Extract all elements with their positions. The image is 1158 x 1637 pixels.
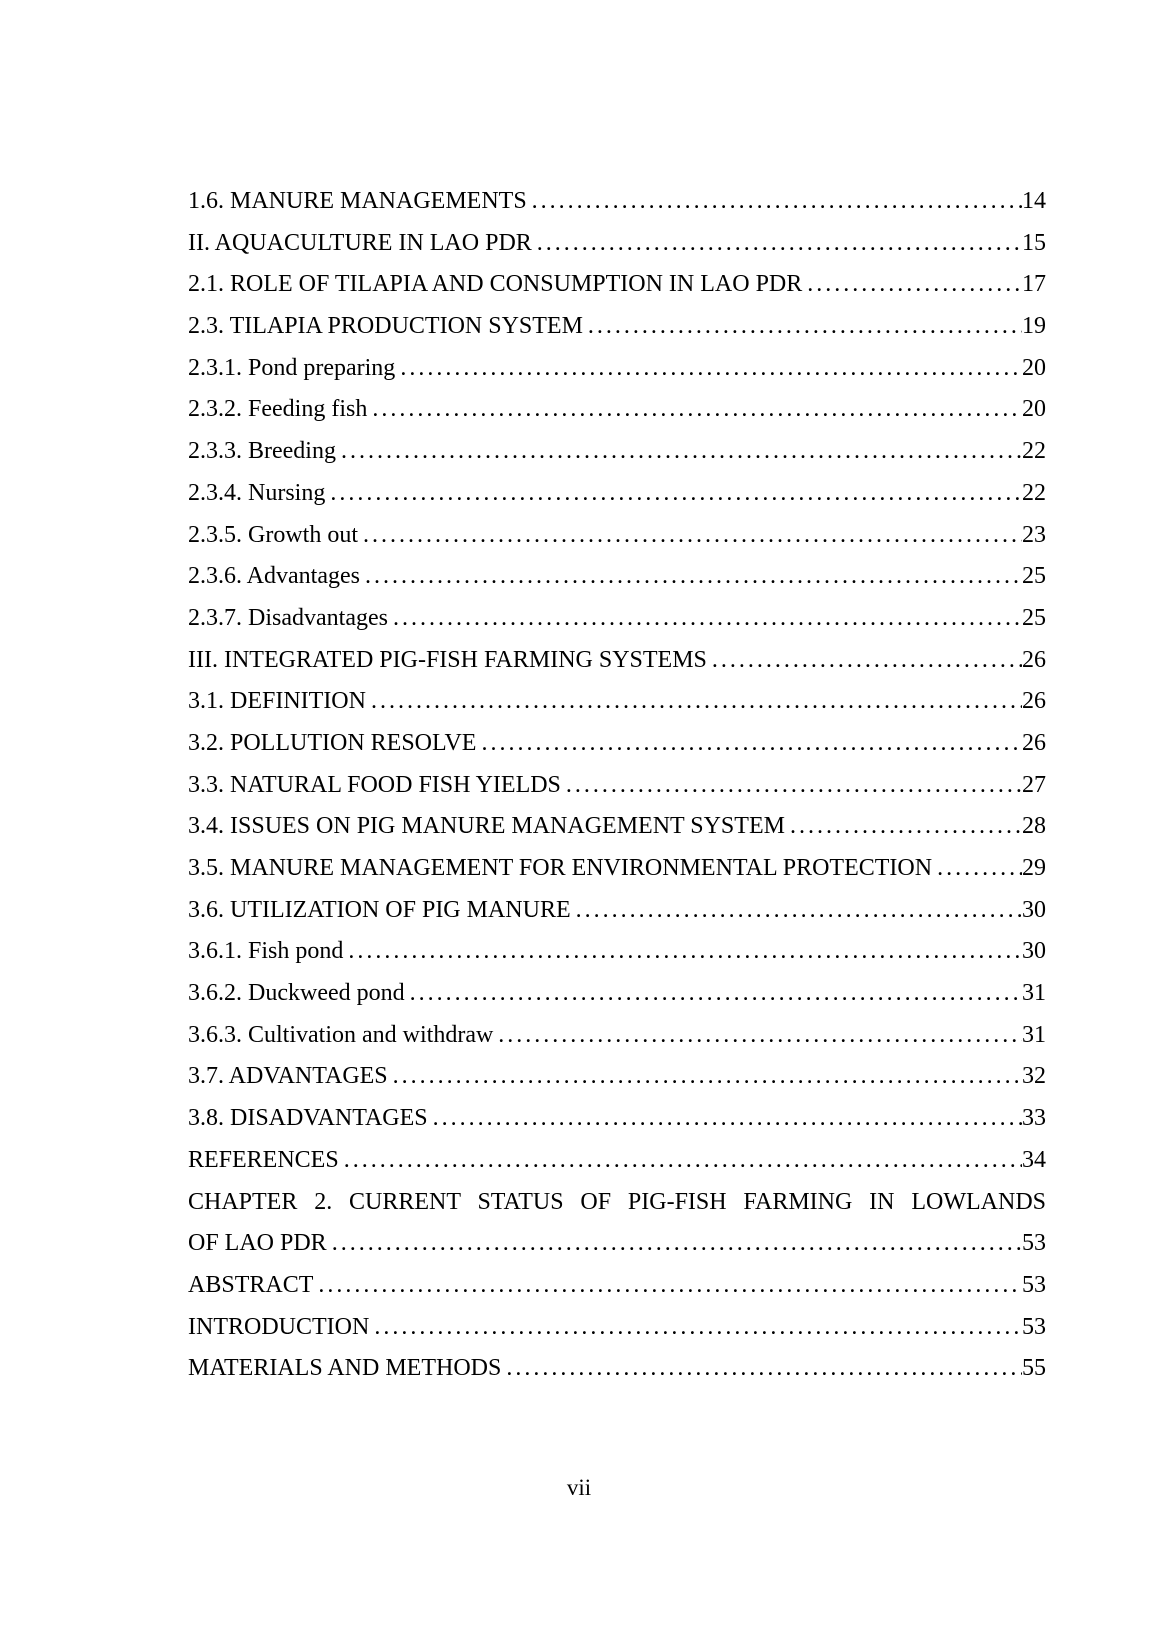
- toc-entry-page-number: 25: [1022, 563, 1046, 590]
- dot-leader: [372, 389, 1022, 431]
- toc-entry-page-number: 29: [1022, 855, 1046, 881]
- toc-entry-label: CHAPTER 2. CURRENT STATUS OF PIG-FISH FARMING IN LOWLANDS: [188, 1188, 1046, 1215]
- dot-leader: [481, 723, 1022, 765]
- toc-entry-label: 3.1. DEFINITION: [188, 688, 366, 715]
- dot-leader: [371, 681, 1022, 723]
- toc-entry-page-number: 30: [1022, 896, 1046, 923]
- toc-entry-page-number: 20: [1022, 354, 1046, 381]
- toc-entry-label: 3.6.1. Fish pond: [188, 938, 344, 965]
- toc-entry-label: 2.3.3. Breeding: [188, 438, 336, 465]
- toc-entry-label: 2.3.1. Pond preparing: [188, 354, 396, 381]
- toc-entry: [188, 1015, 1046, 1057]
- toc-entry-label: III. INTEGRATED PIG-FISH FARMING SYSTEMS: [188, 646, 707, 673]
- dot-leader: [537, 223, 1022, 265]
- toc-entry: [188, 1098, 1046, 1140]
- toc-entry: [188, 389, 1046, 431]
- dot-leader: [790, 806, 1022, 848]
- dot-leader: [506, 1348, 1022, 1390]
- page-number-footer: vii: [566, 1475, 592, 1500]
- dot-leader: [393, 1056, 1022, 1098]
- toc-entry: [188, 264, 1046, 306]
- table-of-contents: [188, 181, 1046, 1390]
- dot-leader: [341, 431, 1022, 473]
- toc-entry: [188, 848, 1046, 890]
- toc-entry: [188, 723, 1046, 765]
- dot-leader: [332, 1223, 1022, 1265]
- toc-entry: [188, 348, 1046, 390]
- toc-entry-page-number: 26: [1022, 729, 1046, 756]
- dot-leader: [400, 348, 1022, 390]
- dot-leader: [365, 556, 1022, 598]
- toc-entry-page-number: 23: [1022, 521, 1046, 548]
- toc-entry: [188, 1307, 1046, 1349]
- toc-entry: [188, 765, 1046, 807]
- dot-leader: [576, 890, 1022, 932]
- dot-leader: [374, 1307, 1022, 1349]
- toc-entry-page-number: 53: [1022, 1313, 1046, 1340]
- toc-entry-page-number: 55: [1022, 1355, 1046, 1382]
- dot-leader: [566, 765, 1022, 807]
- toc-entry: [188, 973, 1046, 1015]
- dot-leader: [363, 515, 1022, 557]
- toc-entry: [188, 598, 1046, 640]
- toc-entry-label: 3.6.3. Cultivation and withdraw: [188, 1021, 494, 1048]
- dot-leader: [410, 973, 1022, 1015]
- toc-entry-page-number: 19: [1022, 313, 1046, 340]
- toc-entry-label: 2.1. ROLE OF TILAPIA AND CONSUMPTION IN LAO PDR: [188, 271, 803, 298]
- dot-leader: [712, 640, 1022, 682]
- toc-entry: [188, 1056, 1046, 1098]
- toc-entry-label: OF LAO PDR: [188, 1230, 327, 1257]
- toc-entry-page-number: 20: [1022, 396, 1046, 423]
- toc-entry-label: 3.5. MANURE MANAGEMENT FOR ENVIRONMENTAL PROTECTION: [188, 855, 933, 881]
- toc-entry-page-number: 31: [1022, 1021, 1046, 1048]
- toc-entry: [188, 1182, 1046, 1224]
- toc-entry-page-number: 33: [1022, 1105, 1046, 1132]
- toc-entry: [188, 473, 1046, 515]
- toc-entry-page-number: 14: [1022, 188, 1046, 214]
- dot-leader: [433, 1098, 1022, 1140]
- toc-entry: [188, 306, 1046, 348]
- dot-leader: [393, 598, 1022, 640]
- toc-entry-label: MATERIALS AND METHODS: [188, 1355, 502, 1382]
- toc-entry-page-number: 34: [1022, 1146, 1046, 1173]
- toc-entry-label: II. AQUACULTURE IN LAO PDR: [188, 229, 532, 256]
- toc-entry-label: INTRODUCTION: [188, 1313, 370, 1340]
- toc-entry-page-number: 22: [1022, 479, 1046, 506]
- toc-entry-label: REFERENCES: [188, 1146, 339, 1173]
- toc-entry: [188, 431, 1046, 473]
- toc-entry-label: 2.3.6. Advantages: [188, 563, 360, 590]
- toc-entry-label: ABSTRACT: [188, 1271, 314, 1298]
- toc-entry-page-number: 27: [1022, 771, 1046, 798]
- dot-leader: [498, 1015, 1022, 1057]
- toc-entry: [188, 1265, 1046, 1307]
- toc-entry-label: 3.6. UTILIZATION OF PIG MANURE: [188, 896, 571, 923]
- toc-entry-page-number: 26: [1022, 646, 1046, 673]
- toc-entry-label: 3.2. POLLUTION RESOLVE: [188, 729, 477, 756]
- toc-entry-label: 3.4. ISSUES ON PIG MANURE MANAGEMENT SYSTEM: [188, 813, 785, 840]
- toc-entry-page-number: 26: [1022, 688, 1046, 715]
- toc-entry: [188, 223, 1046, 265]
- toc-entry-label: 3.6.2. Duckweed pond: [188, 980, 405, 1007]
- toc-entry-label: 2.3.5. Growth out: [188, 521, 358, 548]
- dot-leader: [532, 181, 1022, 223]
- toc-entry-page-number: 28: [1022, 813, 1046, 840]
- toc-entry: [188, 1223, 1046, 1265]
- toc-entry: [188, 515, 1046, 557]
- toc-entry: [188, 1348, 1046, 1390]
- toc-entry-page-number: 30: [1022, 938, 1046, 965]
- toc-entry-label: 2.3.2. Feeding fish: [188, 396, 368, 423]
- toc-entry-label: 2.3. TILAPIA PRODUCTION SYSTEM: [188, 313, 583, 340]
- dot-leader: [937, 848, 1022, 890]
- toc-entry: [188, 890, 1046, 932]
- dot-leader: [348, 931, 1022, 973]
- toc-entry-page-number: 53: [1022, 1271, 1046, 1298]
- dot-leader: [588, 306, 1022, 348]
- dot-leader: [318, 1265, 1022, 1307]
- toc-entry-page-number: 53: [1022, 1230, 1046, 1257]
- dot-leader: [330, 473, 1022, 515]
- toc-entry-label: 3.7. ADVANTAGES: [188, 1063, 388, 1090]
- toc-entry: [188, 681, 1046, 723]
- toc-entry: [188, 1140, 1046, 1182]
- toc-entry-page-number: 32: [1022, 1063, 1046, 1090]
- toc-entry: [188, 931, 1046, 973]
- toc-entry: [188, 181, 1046, 223]
- toc-entry-page-number: 17: [1022, 271, 1046, 298]
- dot-leader: [807, 264, 1022, 306]
- dot-leader: [344, 1140, 1022, 1182]
- toc-entry-page-number: 22: [1022, 438, 1046, 465]
- toc-entry-label: 2.3.7. Disadvantages: [188, 604, 388, 631]
- toc-entry-page-number: 31: [1022, 980, 1046, 1007]
- toc-entry-label: 3.8. DISADVANTAGES: [188, 1105, 428, 1132]
- toc-entry: [188, 806, 1046, 848]
- toc-entry: [188, 556, 1046, 598]
- toc-entry-label: 1.6. MANURE MANAGEMENTS: [188, 188, 527, 214]
- toc-entry-page-number: 25: [1022, 604, 1046, 631]
- toc-entry: [188, 640, 1046, 682]
- toc-entry-page-number: 15: [1022, 229, 1046, 256]
- toc-entry-label: 2.3.4. Nursing: [188, 479, 326, 506]
- toc-entry-label: 3.3. NATURAL FOOD FISH YIELDS: [188, 771, 561, 798]
